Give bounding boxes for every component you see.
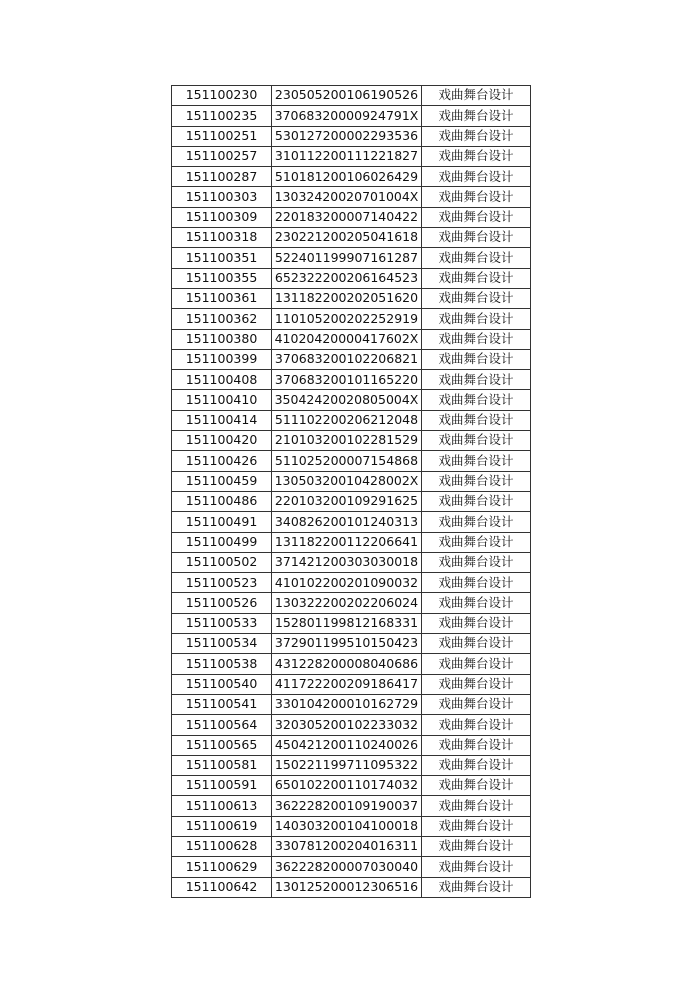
major-cell: 戏曲舞台设计 bbox=[422, 715, 531, 735]
table-row bbox=[172, 735, 531, 755]
exam-number-cell: 151100564 bbox=[172, 715, 272, 735]
id-number-cell: 13032420020701004X bbox=[272, 187, 422, 207]
exam-number-cell: 151100540 bbox=[172, 674, 272, 694]
major-cell: 戏曲舞台设计 bbox=[422, 370, 531, 390]
exam-number-cell: 151100410 bbox=[172, 390, 272, 410]
exam-number-cell: 151100230 bbox=[172, 86, 272, 106]
major-cell: 戏曲舞台设计 bbox=[422, 552, 531, 572]
exam-number-cell: 151100426 bbox=[172, 451, 272, 471]
major-cell: 戏曲舞台设计 bbox=[422, 593, 531, 613]
major-cell: 戏曲舞台设计 bbox=[422, 836, 531, 856]
id-number-cell: 522401199907161287 bbox=[272, 248, 422, 268]
table-row bbox=[172, 593, 531, 613]
id-number-cell: 530127200002293536 bbox=[272, 126, 422, 146]
id-number-cell: 330781200204016311 bbox=[272, 836, 422, 856]
major-cell: 戏曲舞台设计 bbox=[422, 126, 531, 146]
exam-number-cell: 151100251 bbox=[172, 126, 272, 146]
table-row bbox=[172, 248, 531, 268]
id-number-cell: 362228200109190037 bbox=[272, 796, 422, 816]
id-number-cell: 511102200206212048 bbox=[272, 410, 422, 430]
table-row bbox=[172, 857, 531, 877]
major-cell: 戏曲舞台设计 bbox=[422, 877, 531, 897]
id-number-cell: 310112200111221827 bbox=[272, 146, 422, 166]
id-number-cell: 37068320000924791X bbox=[272, 106, 422, 126]
table-row bbox=[172, 410, 531, 430]
table-row bbox=[172, 370, 531, 390]
exam-number-cell: 151100502 bbox=[172, 552, 272, 572]
id-number-cell: 150221199711095322 bbox=[272, 755, 422, 775]
table-row bbox=[172, 552, 531, 572]
id-number-cell: 230221200205041618 bbox=[272, 228, 422, 248]
major-cell: 戏曲舞台设计 bbox=[422, 431, 531, 451]
major-cell: 戏曲舞台设计 bbox=[422, 349, 531, 369]
exam-number-cell: 151100613 bbox=[172, 796, 272, 816]
exam-number-cell: 151100414 bbox=[172, 410, 272, 430]
id-number-cell: 431228200008040686 bbox=[272, 654, 422, 674]
major-cell: 戏曲舞台设计 bbox=[422, 471, 531, 491]
id-number-cell: 371421200303030018 bbox=[272, 552, 422, 572]
id-number-cell: 370683200102206821 bbox=[272, 349, 422, 369]
exam-number-cell: 151100303 bbox=[172, 187, 272, 207]
major-cell: 戏曲舞台设计 bbox=[422, 735, 531, 755]
exam-number-cell: 151100526 bbox=[172, 593, 272, 613]
major-cell: 戏曲舞台设计 bbox=[422, 796, 531, 816]
candidate-table bbox=[171, 85, 531, 898]
exam-number-cell: 151100533 bbox=[172, 613, 272, 633]
id-number-cell: 410102200201090032 bbox=[272, 573, 422, 593]
table-row bbox=[172, 187, 531, 207]
major-cell: 戏曲舞台设计 bbox=[422, 654, 531, 674]
table-row bbox=[172, 349, 531, 369]
major-cell: 戏曲舞台设计 bbox=[422, 187, 531, 207]
table-row bbox=[172, 634, 531, 654]
major-cell: 戏曲舞台设计 bbox=[422, 755, 531, 775]
table-row bbox=[172, 451, 531, 471]
exam-number-cell: 151100486 bbox=[172, 491, 272, 511]
exam-number-cell: 151100318 bbox=[172, 228, 272, 248]
table-row bbox=[172, 106, 531, 126]
major-cell: 戏曲舞台设计 bbox=[422, 857, 531, 877]
id-number-cell: 511025200007154868 bbox=[272, 451, 422, 471]
major-cell: 戏曲舞台设计 bbox=[422, 106, 531, 126]
id-number-cell: 330104200010162729 bbox=[272, 694, 422, 714]
major-cell: 戏曲舞台设计 bbox=[422, 776, 531, 796]
major-cell: 戏曲舞台设计 bbox=[422, 207, 531, 227]
table-row bbox=[172, 491, 531, 511]
exam-number-cell: 151100420 bbox=[172, 431, 272, 451]
table-row bbox=[172, 877, 531, 897]
major-cell: 戏曲舞台设计 bbox=[422, 167, 531, 187]
id-number-cell: 152801199812168331 bbox=[272, 613, 422, 633]
exam-number-cell: 151100459 bbox=[172, 471, 272, 491]
major-cell: 戏曲舞台设计 bbox=[422, 248, 531, 268]
id-number-cell: 372901199510150423 bbox=[272, 634, 422, 654]
table-row bbox=[172, 146, 531, 166]
exam-number-cell: 151100355 bbox=[172, 268, 272, 288]
major-cell: 戏曲舞台设计 bbox=[422, 309, 531, 329]
table-row bbox=[172, 755, 531, 775]
id-number-cell: 652322200206164523 bbox=[272, 268, 422, 288]
table-row bbox=[172, 532, 531, 552]
table-row bbox=[172, 167, 531, 187]
table-row bbox=[172, 776, 531, 796]
major-cell: 戏曲舞台设计 bbox=[422, 491, 531, 511]
table-row bbox=[172, 126, 531, 146]
exam-number-cell: 151100361 bbox=[172, 288, 272, 308]
table-row bbox=[172, 329, 531, 349]
id-number-cell: 362228200007030040 bbox=[272, 857, 422, 877]
id-number-cell: 140303200104100018 bbox=[272, 816, 422, 836]
major-cell: 戏曲舞台设计 bbox=[422, 146, 531, 166]
table-row bbox=[172, 471, 531, 491]
exam-number-cell: 151100619 bbox=[172, 816, 272, 836]
id-number-cell: 411722200209186417 bbox=[272, 674, 422, 694]
id-number-cell: 130125200012306516 bbox=[272, 877, 422, 897]
id-number-cell: 230505200106190526 bbox=[272, 86, 422, 106]
major-cell: 戏曲舞台设计 bbox=[422, 268, 531, 288]
exam-number-cell: 151100491 bbox=[172, 512, 272, 532]
exam-number-cell: 151100581 bbox=[172, 755, 272, 775]
major-cell: 戏曲舞台设计 bbox=[422, 532, 531, 552]
major-cell: 戏曲舞台设计 bbox=[422, 329, 531, 349]
exam-number-cell: 151100541 bbox=[172, 694, 272, 714]
table-row bbox=[172, 268, 531, 288]
exam-number-cell: 151100380 bbox=[172, 329, 272, 349]
table-row bbox=[172, 836, 531, 856]
major-cell: 戏曲舞台设计 bbox=[422, 613, 531, 633]
major-cell: 戏曲舞台设计 bbox=[422, 674, 531, 694]
id-number-cell: 131182200112206641 bbox=[272, 532, 422, 552]
table-row bbox=[172, 613, 531, 633]
table-row bbox=[172, 674, 531, 694]
table-row bbox=[172, 816, 531, 836]
exam-number-cell: 151100362 bbox=[172, 309, 272, 329]
exam-number-cell: 151100408 bbox=[172, 370, 272, 390]
id-number-cell: 370683200101165220 bbox=[272, 370, 422, 390]
table-row bbox=[172, 796, 531, 816]
exam-number-cell: 151100399 bbox=[172, 349, 272, 369]
id-number-cell: 35042420020805004X bbox=[272, 390, 422, 410]
id-number-cell: 41020420000417602X bbox=[272, 329, 422, 349]
major-cell: 戏曲舞台设计 bbox=[422, 86, 531, 106]
table-row bbox=[172, 86, 531, 106]
major-cell: 戏曲舞台设计 bbox=[422, 288, 531, 308]
id-number-cell: 450421200110240026 bbox=[272, 735, 422, 755]
id-number-cell: 13050320010428002X bbox=[272, 471, 422, 491]
table-row bbox=[172, 512, 531, 532]
exam-number-cell: 151100523 bbox=[172, 573, 272, 593]
id-number-cell: 320305200102233032 bbox=[272, 715, 422, 735]
table-body bbox=[172, 86, 531, 898]
id-number-cell: 220103200109291625 bbox=[272, 491, 422, 511]
exam-number-cell: 151100499 bbox=[172, 532, 272, 552]
table-row bbox=[172, 431, 531, 451]
table-row bbox=[172, 694, 531, 714]
id-number-cell: 220183200007140422 bbox=[272, 207, 422, 227]
major-cell: 戏曲舞台设计 bbox=[422, 816, 531, 836]
exam-number-cell: 151100629 bbox=[172, 857, 272, 877]
major-cell: 戏曲舞台设计 bbox=[422, 390, 531, 410]
major-cell: 戏曲舞台设计 bbox=[422, 634, 531, 654]
exam-number-cell: 151100538 bbox=[172, 654, 272, 674]
table-row bbox=[172, 207, 531, 227]
table-row bbox=[172, 715, 531, 735]
table-row bbox=[172, 390, 531, 410]
exam-number-cell: 151100309 bbox=[172, 207, 272, 227]
exam-number-cell: 151100351 bbox=[172, 248, 272, 268]
major-cell: 戏曲舞台设计 bbox=[422, 573, 531, 593]
id-number-cell: 650102200110174032 bbox=[272, 776, 422, 796]
major-cell: 戏曲舞台设计 bbox=[422, 451, 531, 471]
exam-number-cell: 151100235 bbox=[172, 106, 272, 126]
id-number-cell: 510181200106026429 bbox=[272, 167, 422, 187]
exam-number-cell: 151100287 bbox=[172, 167, 272, 187]
table-row bbox=[172, 288, 531, 308]
major-cell: 戏曲舞台设计 bbox=[422, 410, 531, 430]
exam-number-cell: 151100257 bbox=[172, 146, 272, 166]
exam-number-cell: 151100642 bbox=[172, 877, 272, 897]
exam-number-cell: 151100591 bbox=[172, 776, 272, 796]
major-cell: 戏曲舞台设计 bbox=[422, 512, 531, 532]
exam-number-cell: 151100565 bbox=[172, 735, 272, 755]
exam-number-cell: 151100628 bbox=[172, 836, 272, 856]
table-row bbox=[172, 228, 531, 248]
table-row bbox=[172, 573, 531, 593]
major-cell: 戏曲舞台设计 bbox=[422, 228, 531, 248]
id-number-cell: 340826200101240313 bbox=[272, 512, 422, 532]
exam-number-cell: 151100534 bbox=[172, 634, 272, 654]
id-number-cell: 131182200202051620 bbox=[272, 288, 422, 308]
id-number-cell: 210103200102281529 bbox=[272, 431, 422, 451]
major-cell: 戏曲舞台设计 bbox=[422, 694, 531, 714]
table-row bbox=[172, 654, 531, 674]
id-number-cell: 130322200202206024 bbox=[272, 593, 422, 613]
id-number-cell: 110105200202252919 bbox=[272, 309, 422, 329]
table-row bbox=[172, 309, 531, 329]
